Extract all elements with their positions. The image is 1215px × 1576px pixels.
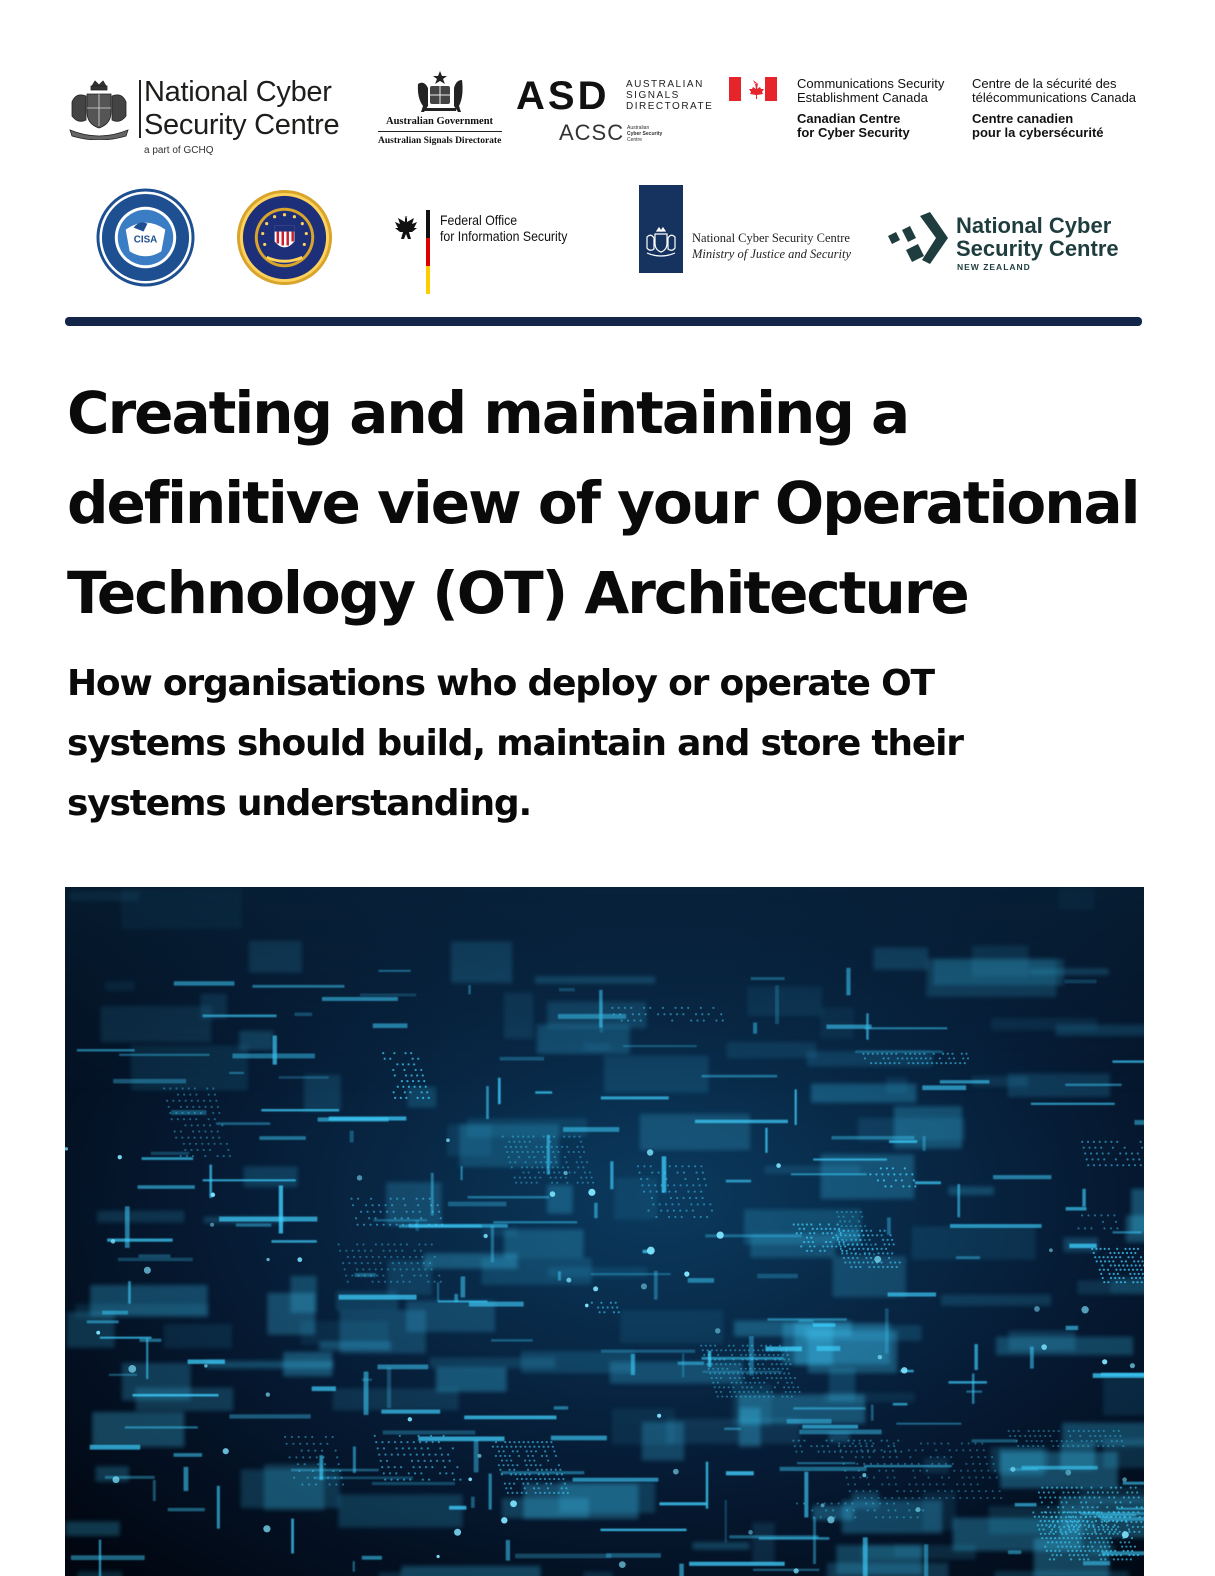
royal-crest-icon bbox=[66, 80, 132, 140]
ncsc-uk-sub: a part of GCHQ bbox=[144, 145, 214, 156]
title-line-2: definitive view of your Operational bbox=[67, 469, 1139, 537]
document-subtitle bbox=[67, 654, 1067, 834]
cse-fr-line3: Centre canadien bbox=[972, 111, 1074, 126]
title-line-1: Creating and maintaining a bbox=[67, 379, 909, 447]
federal-eagle-icon bbox=[388, 213, 420, 245]
ncsc-nz-chevrons-icon bbox=[884, 212, 950, 264]
bsi-logo bbox=[388, 210, 588, 295]
hero-circuit-image bbox=[65, 887, 1144, 1576]
asd-line1: AUSTRALIAN bbox=[626, 79, 704, 90]
subtitle-line-1: How organisations who deploy or operate OT bbox=[67, 663, 934, 704]
acsc-sub-line2: Cyber Security bbox=[627, 131, 663, 137]
ncsc-nl-text bbox=[692, 230, 851, 262]
cse-fr-line4: pour la cybersécurité bbox=[972, 125, 1104, 140]
ncsc-nz-logo bbox=[884, 208, 1144, 274]
ncsc-nl-line2: Ministry of Justice and Security bbox=[692, 247, 851, 261]
ncsc-nl-logo-block bbox=[639, 185, 683, 273]
ncsc-nz-line1: National Cyber bbox=[956, 213, 1112, 238]
cse-en-line4: for Cyber Security bbox=[797, 125, 910, 140]
ncsc-uk-line1: National Cyber bbox=[144, 76, 332, 108]
subtitle-line-3: systems understanding. bbox=[67, 783, 531, 824]
subtitle-line-2: systems should build, maintain and store their bbox=[67, 723, 963, 764]
asd-line3: DIRECTORATE bbox=[626, 101, 714, 112]
header-divider bbox=[65, 317, 1142, 326]
title-line-3: Technology (OT) Architecture bbox=[67, 559, 968, 627]
aus-gov-line1: Australian Government bbox=[386, 116, 494, 127]
aus-gov-line2: Australian Signals Directorate bbox=[378, 136, 502, 146]
acsc-text: ACSC bbox=[559, 120, 625, 145]
cse-en-line1: Communications Security bbox=[797, 76, 945, 91]
bsi-line2: for Information Security bbox=[440, 228, 568, 244]
cse-fr-logo bbox=[972, 77, 1136, 140]
document-title bbox=[67, 368, 1167, 638]
asd-abbr: ASD bbox=[516, 74, 610, 118]
cse-en-logo bbox=[797, 77, 944, 140]
commonwealth-crest-icon bbox=[414, 70, 466, 116]
fbi-seal-icon bbox=[235, 188, 334, 287]
circuit-board-illustration bbox=[65, 887, 1144, 1576]
canada-flag-icon bbox=[729, 77, 777, 101]
dutch-crest-icon bbox=[643, 227, 679, 257]
ncsc-nl-line1: National Cyber Security Centre bbox=[692, 231, 850, 245]
acsc-sub-line3: Centre bbox=[627, 137, 643, 143]
ncsc-nz-line2: Security Centre bbox=[956, 236, 1119, 261]
ncsc-uk-line2: Security Centre bbox=[144, 109, 340, 141]
cse-en-line3: Canadian Centre bbox=[797, 111, 901, 126]
asd-acsc-logo bbox=[516, 74, 714, 150]
asd-line2: SIGNALS bbox=[626, 90, 680, 101]
bsi-line1: Federal Office bbox=[440, 212, 518, 228]
ncsc-uk-logo bbox=[66, 76, 346, 160]
cse-fr-line1: Centre de la sécurité des bbox=[972, 76, 1117, 91]
australian-government-logo bbox=[376, 70, 504, 152]
cse-fr-line2: télécommunications Canada bbox=[972, 90, 1137, 105]
cse-en-line2: Establishment Canada bbox=[797, 90, 928, 105]
cisa-seal-icon bbox=[96, 188, 195, 287]
acsc-sub-line1: Australian bbox=[627, 125, 650, 131]
ncsc-nz-line3: NEW ZEALAND bbox=[957, 262, 1031, 272]
cisa-seal-label: CISA bbox=[133, 234, 158, 246]
